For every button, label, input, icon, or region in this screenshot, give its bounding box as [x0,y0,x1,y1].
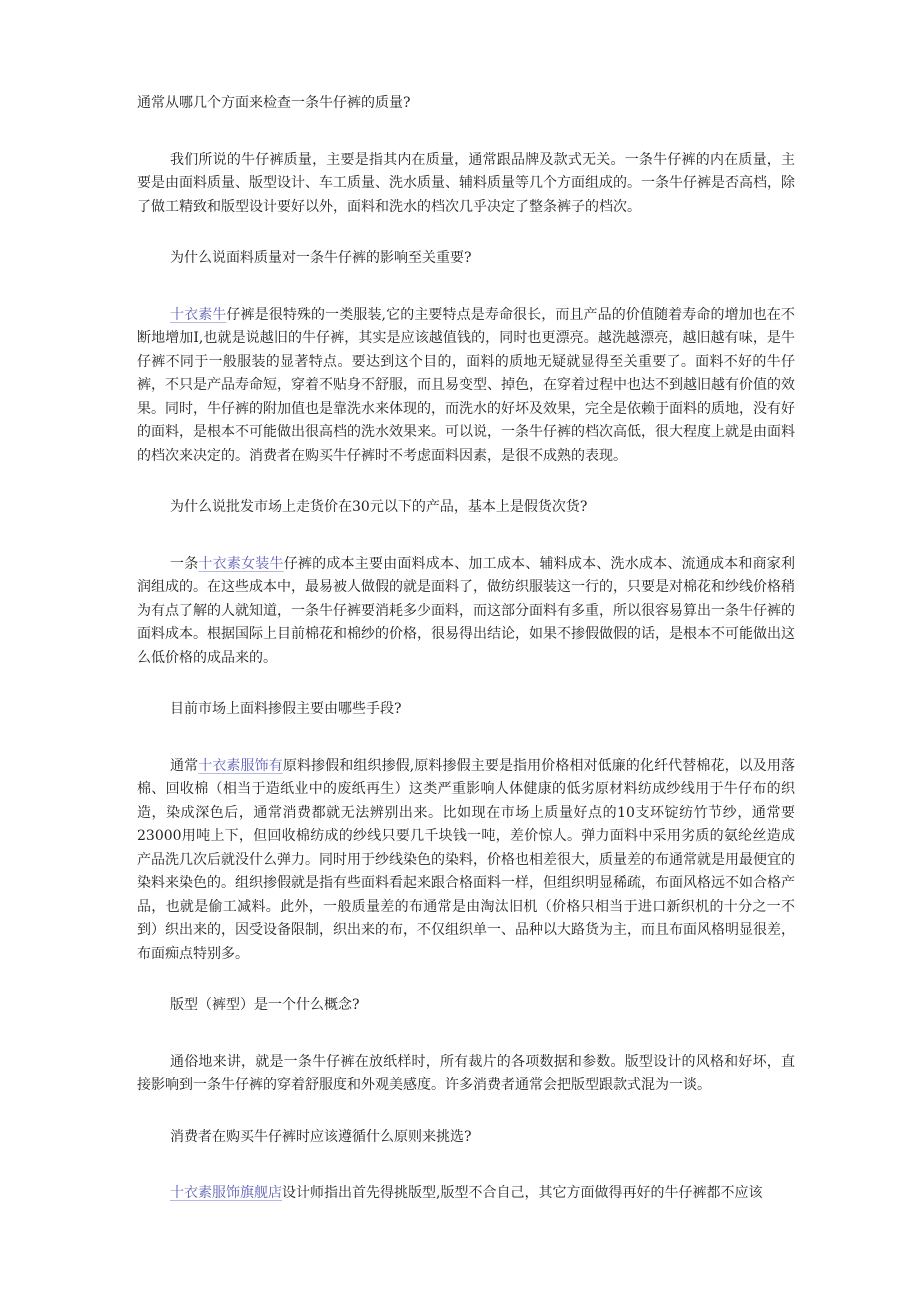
paragraph-cost-prefix: 一条 [170,555,199,572]
paragraph-quality-overview: 我们所说的牛仔裤质量，主要是指其内在质量，通常跟品牌及款式无关。一条牛仔裤的内在质量，主要是由面料质量、版型设计、车工质量、洗水质量、辅料质量等几个方面组成的。一条牛仔裤是否高档，除了做工精致和版型设计要好以外，面料和洗水的档次几乎决定了整条裤子的档次。 [137,151,795,215]
question-pattern-concept: 版型（裤型）是一个什么概念? [170,997,360,1013]
brand-link-2[interactable]: 十衣素女装牛 [198,555,284,572]
paragraph-cost-structure [137,553,795,671]
paragraph-adulteration [137,755,795,967]
brand-link-3[interactable]: 十衣素服饰有 [198,757,283,774]
paragraph-adulteration-text: 原料掺假和组织掺假,原料掺假主要是指用价格相对低廉的化纤代替棉花，以及用落棉、回收棉（相当于造纸业中的废纸再生）这类严重影响人体健康的低劣原材料纺成纱线用于牛仔布的织造，染成深色后，通常消费都就无法辨别出来。比如现在市场上质量好点的10支环锭纺竹节纱，通常要23000用吨上下，但回收棉纺成的纱线只要几千块钱一吨，差价惊人。弹力面料中采用劣质的氨纶丝造成产品洗几次后就没什么弹力。同时用于纱线染色的染料，价格也相差很大，质量差的布通常就是用最便宜的染料来染色的。组织掺假就是指有些面料看起来跟合格面料一样，但组织明显稀疏，布面风格远不如合格产品，也就是偷工减料。此外，一般质量差的布通常是由淘汰旧机（价格只相当于进口新织机的十分之一不到）织出来的，因受设备限制，织出来的布，不仅组织单一、品种以大路货为主，而且布面风格明显很差，布面痴点特别多。 [137,757,796,962]
heading-question: 通常从哪几个方面来检查一条牛仔裤的质量? [137,95,411,111]
paragraph-fabric-importance [137,304,795,469]
paragraph-pattern-concept: 通俗地来讲，就是一条牛仔裤在放纸样时，所有裁片的各项数据和参数。版型设计的风格和好坏，直接影响到一条牛仔裤的穿着舒服度和外观美感度。许多消费者通常会把版型跟款式混为一谈。 [137,1053,795,1093]
question-adulteration-methods: 目前市场上面料掺假主要由哪些手段? [170,701,402,717]
paragraph-buying-principles [137,1182,795,1206]
paragraph-buying-text: 设计师指出首先得挑版型,版型不合自己，其它方面做得再好的牛仔裤都不应该 [282,1185,763,1201]
question-wholesale-price: 为什么说批发市场上走货价在30元以下的产品，基本上是假货次货? [170,499,588,515]
brand-link-1[interactable]: 十衣素牛 [170,306,227,323]
brand-link-4[interactable]: 十衣素服饰旗舰店 [170,1185,282,1201]
question-buying-principles: 消费者在购买牛仔裤时应该遵循什么原则来挑选? [170,1128,472,1145]
document-body [137,92,795,1206]
paragraph-cost-text: 仔裤的成本主要由面料成本、加工成本、辅料成本、洗水成本、流通成本和商家利润组成的。在这些成本中，最易被人做假的就是面料了，做纺织服装这一行的，只要是对棉花和纱线价格稍为有点了解的人就知道，一条牛仔裤要消耗多少面料，而这部分面料有多重，所以很容易算出一条牛仔裤的面料成本。根据国际上目前棉花和棉纱的价格，很易得出结论，如果不掺假做假的话，是根本不可能做出这么低价格的成品来的。 [137,555,796,666]
question-fabric-importance: 为什么说面料质量对一条牛仔裤的影响至关重要? [170,250,472,266]
paragraph-adulteration-prefix: 通常 [170,757,199,774]
paragraph-fabric-text: 仔裤是很特殊的一类服装,它的主要特点是寿命很长，而且产品的价值随着寿命的增加也在不断地增加I,也就是说越旧的牛仔裤，其实是应该越值钱的，同时也更漂亮。越洗越漂亮，越旧越有味，是牛仔裤不同于一般服装的显著特点。要达到这个目的，面料的质地无疑就显得至关重要了。面料不好的牛仔裤，不只是产品寿命短，穿着不贴身不舒服，而且易变型、掉色，在穿着过程中也达不到越旧越有价值的效果。同时，牛仔裤的附加值也是靠洗水来体现的，而洗水的好坏及效果，完全是依赖于面料的质地，没有好的面料，是根本不可能做出很高档的洗水效果来。可以说，一条牛仔裤的档次高低，很大程度上就是由面料的档次来决定的。消费者在购买牛仔裤时不考虑面料因素，是很不成熟的表现。 [137,306,796,464]
